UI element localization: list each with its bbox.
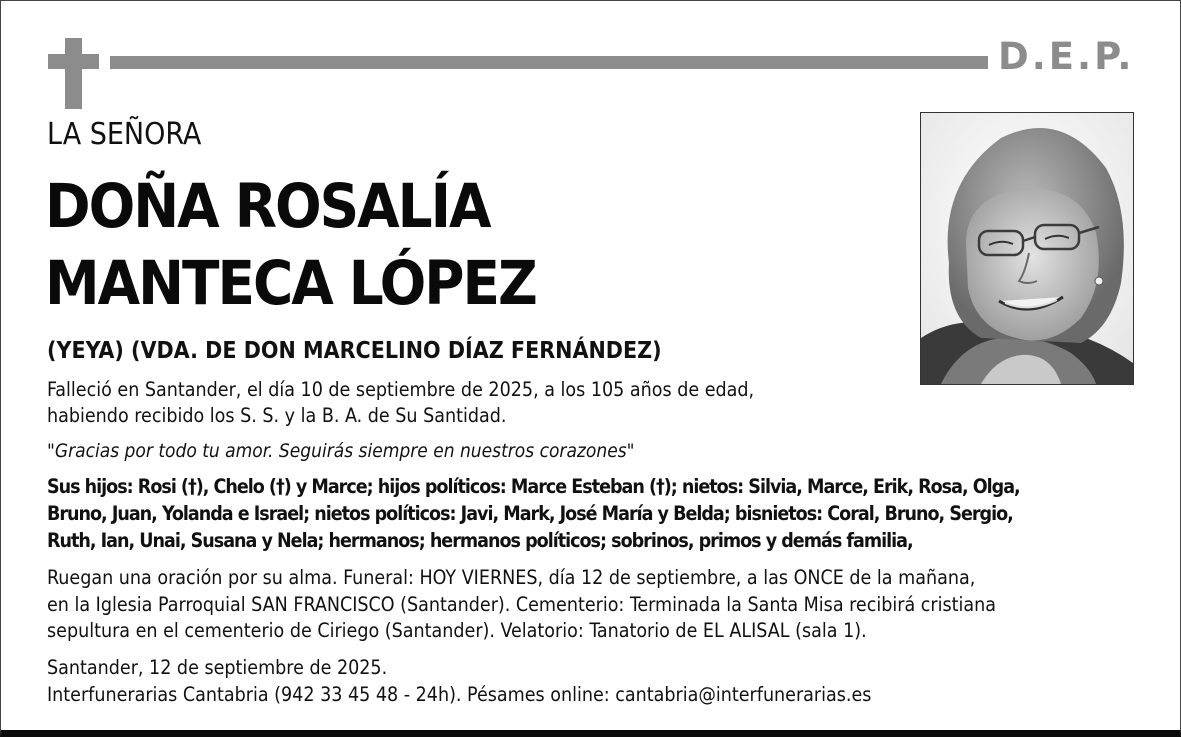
- portrait-photo: [920, 112, 1134, 385]
- family-line-1: Sus hijos: Rosi (†), Chelo (†) y Marce; hijos políticos: Marce Esteban (†); nietos: Silvia, Marce, Erik, Rosa, Olga,: [47, 475, 1020, 498]
- family-line-2: Bruno, Juan, Yolanda e Israel; nietos políticos: Javi, Mark, José María y Belda; bisnietos: Coral, Bruno, Sergio,: [47, 502, 1013, 525]
- deceased-name-line-2: MANTECA LÓPEZ: [45, 248, 536, 319]
- service-line-1: Ruegan una oración por su alma. Funeral: HOY VIERNES, día 12 de septiembre, a las ONCE de la mañana,: [47, 566, 976, 589]
- header-rule: [110, 56, 988, 69]
- dep-mark: D.E.P.: [998, 35, 1135, 78]
- deceased-name-line-1: DOÑA ROSALÍA: [45, 171, 490, 242]
- service-details: [47, 565, 996, 645]
- title-prefix: LA SEÑORA: [47, 117, 202, 152]
- deceased-name: [45, 168, 536, 322]
- service-line-3: sepultura en el cementerio de Ciriego (Santander). Velatorio: Tanatorio de EL ALISAL (sala 1).: [47, 619, 867, 642]
- death-line-2: habiendo recibido los S. S. y la B. A. de Su Santidad.: [47, 404, 507, 427]
- death-line-1: Falleció en Santander, el día 10 de septiembre de 2025, a los 105 años de edad,: [47, 378, 755, 401]
- closing-details: [47, 655, 871, 708]
- funeral-home-contact: Interfunerarias Cantabria (942 33 45 48 - 24h). Pésames online: cantabria@interfunerarias.es: [47, 682, 872, 706]
- service-line-2: en la Iglesia Parroquial SAN FRANCISCO (Santander). Cementerio: Terminada la Santa Misa recibirá cristiana: [47, 592, 997, 616]
- nickname-and-widow-of: (YEYA) (VDA. DE DON MARCELINO DÍAZ FERNÁNDEZ): [47, 338, 662, 364]
- death-details: [47, 377, 754, 429]
- memorial-quote: "Gracias por todo tu amor. Seguirás siempre en nuestros corazones": [47, 440, 635, 462]
- family-list: [47, 473, 1020, 554]
- portrait-illustration: [921, 113, 1133, 384]
- closing-date: Santander, 12 de septiembre de 2025.: [47, 656, 388, 679]
- family-line-3: Ruth, Ian, Unai, Susana y Nela; hermanos; hermanos políticos; sobrinos, primos y demás familia,: [47, 529, 913, 552]
